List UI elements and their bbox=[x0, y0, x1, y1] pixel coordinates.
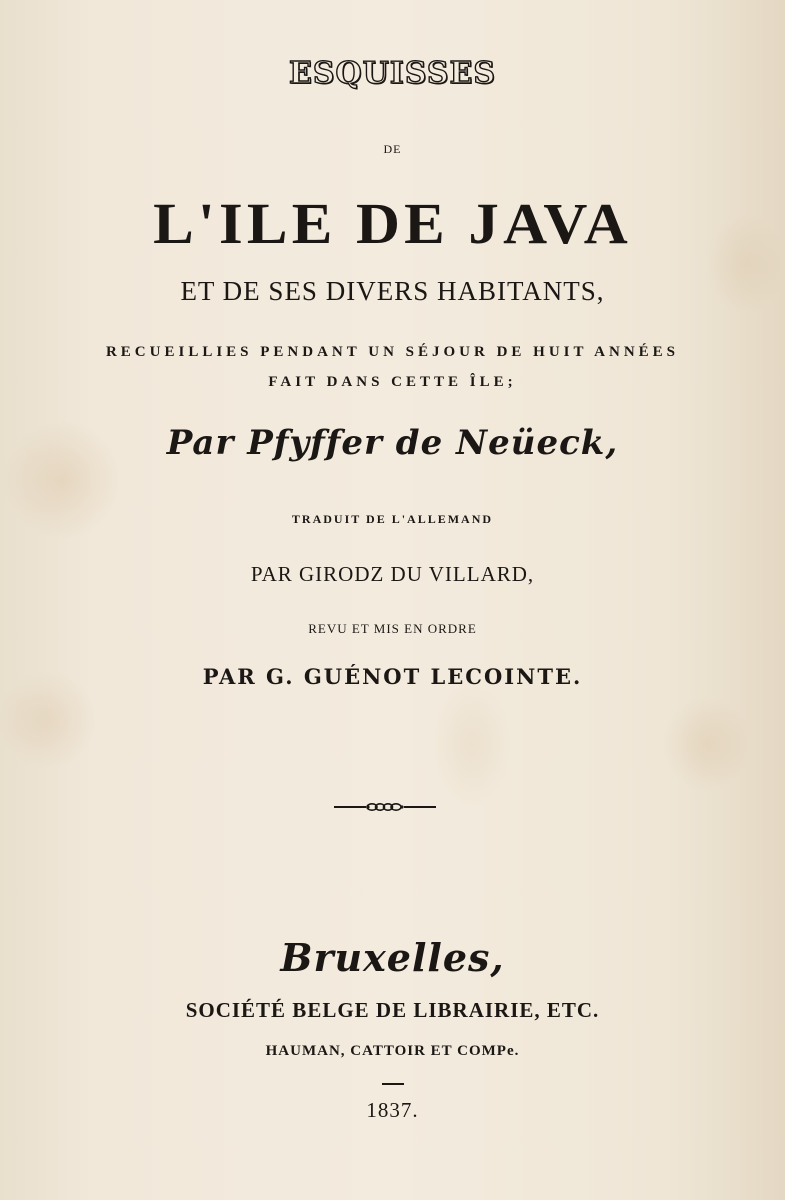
imprint-publisher: SOCIÉTÉ BELGE DE LIBRAIRIE, ETC. bbox=[185, 998, 600, 1022]
imprint-city: Bruxelles, bbox=[280, 935, 505, 980]
printer-ornament-icon bbox=[332, 800, 438, 814]
imprint-printers: HAUMAN, CATTOIR ET COMPe. bbox=[265, 1043, 520, 1059]
translator-line: PAR GIRODZ DU VILLARD, bbox=[250, 562, 535, 586]
main-title: L'ILE DE JAVA bbox=[153, 191, 632, 256]
collected-line-2: FAIT DANS CETTE ÎLE; bbox=[268, 374, 517, 390]
collected-line-1: RECUEILLIES PENDANT UN SÉJOUR DE HUIT ANNÉES bbox=[105, 344, 680, 360]
heading-de: DE bbox=[383, 142, 402, 156]
imprint-year: 1837. bbox=[366, 1098, 419, 1122]
revised-line: REVU ET MIS EN ORDRE bbox=[308, 621, 477, 636]
subtitle: ET DE SES DIVERS HABITANTS, bbox=[180, 276, 605, 306]
editor-line: PAR G. GUÉNOT LECOINTE. bbox=[202, 664, 583, 689]
translated-line: TRADUIT DE L'ALLEMAND bbox=[291, 512, 494, 526]
divider-rule bbox=[382, 1083, 404, 1085]
author-line: Par Pfyffer de Neüeck, bbox=[166, 423, 619, 463]
heading-esquisses: ESQUISSES bbox=[288, 56, 497, 91]
